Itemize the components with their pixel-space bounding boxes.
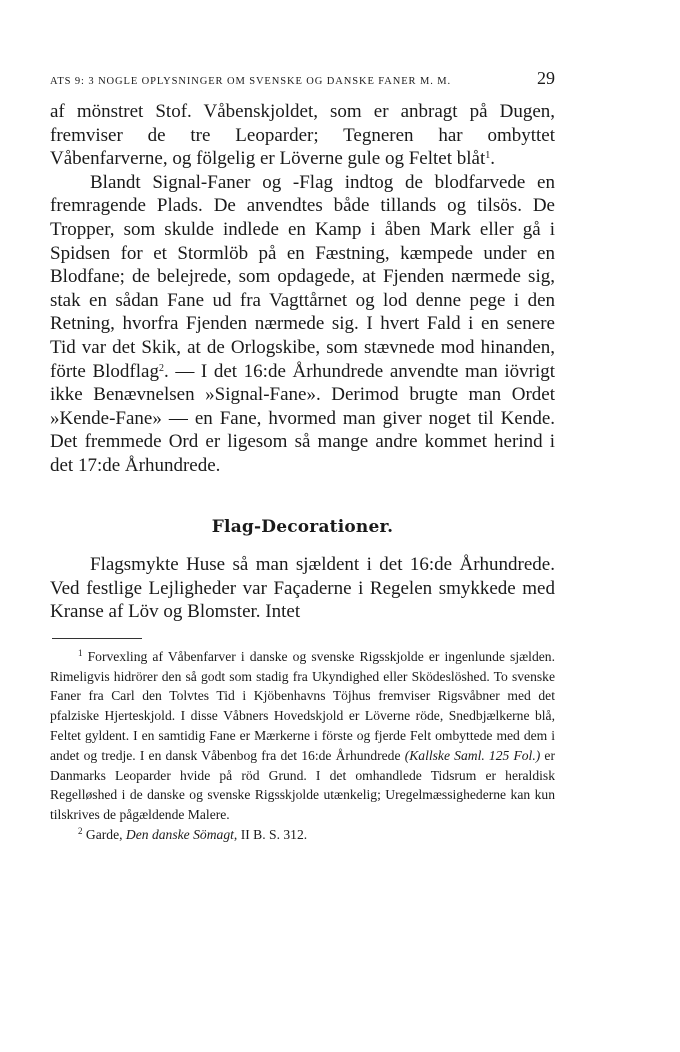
- running-head-title: ATS 9: 3 NOGLE OPLYSNINGER OM SVENSKE OG DANSKE FANER M. M.: [50, 76, 451, 87]
- paragraph-1-end: .: [490, 148, 495, 170]
- footnote-1-citation: (Kallske Saml. 125 Fol.): [404, 747, 541, 763]
- page: [50, 68, 555, 845]
- paragraph-2-text: Blandt Signal-Faner og -Flag indtog de blodfarvede en fremragende Plads. De anvendtes både tillands og tilsös. De Tropper, som skulde indlede en Kamp i åben Mark eller gå i Spidsen for et Stormlöb på en Fæstning, kæmpede under en Blodfane; de belejrede, som opdagede, at Fjenden nærmede sig, stak en sådan Fane ud fra Vagttårnet og lod denne pege i den Retning, hvorfra Fjenden nærmede sig. I hvert Fald i en senere Tid var det Skik, at de Orlogskibe, som stævnede mod hinanden, förte Blodflag: [50, 171, 555, 382]
- footnote-ref-1: 1: [485, 150, 491, 162]
- footnote-2-ref: , II B. S. 312.: [233, 827, 308, 843]
- footnote-ref-2: 2: [158, 362, 164, 374]
- footnote-2-author: Garde,: [85, 827, 126, 843]
- footnote-2-number: 2: [78, 826, 83, 837]
- page-number: 29: [537, 68, 555, 88]
- footnote-rule: [52, 638, 142, 639]
- footnote-1-text-end: er Danmarks Leoparder hvide på röd Grund. I det omhandlede Tidsrum er heraldisk Regelløshed i de danske og svenske Rigsskjolde utænkelig; Uregelmæssighederne kan kun tilskrives de pågældende Malere.: [50, 747, 555, 823]
- section-heading: Flag-Decorationer.: [211, 516, 394, 537]
- paragraph-2-rest: . — I det 16:de Århundrede anvendte man iövrigt ikke Benævnelsen »Signal-Fane». Derimod brugte man Ordet »Kende-Fane» — en Fane, hvormed man giver noget til Kende. Det fremmede Ord er ligesom så mange andre kommet herind i det 17:de Århundrede.: [50, 360, 555, 476]
- footnote-2: [50, 825, 555, 845]
- paragraph-3: Flagsmykte Huse så man sjældent i det 16:de Århundrede. Ved festlige Lejligheder var Façaderne i Regelen smykkede med Kranse af Löv og Blomster. Intet: [50, 554, 555, 623]
- footnote-2-title: Den danske Sömagt: [125, 827, 234, 843]
- paragraph-2: [50, 171, 555, 478]
- paragraph-1: [50, 100, 555, 171]
- running-head: [50, 68, 555, 90]
- footnote-1-number: 1: [78, 647, 83, 658]
- footnote-1: [50, 647, 555, 825]
- footnote-1-text: Forvexling af Våbenfarver i danske og svenske Rigsskjolde er ingenlunde sjælden. Rimeligvis hidrörer den så godt som stadig fra Ukyndighed eller Sködeslöshed. To svenske Faner fra Carl den Tolvtes Tid i Kjöbenhavns Töjhus fremviser Rigsvåbner med det pfalziske Hjerteskjold. I disse Våbners Hovedskjold er Löverne röde, Snedbjælkerne blå, Feltet gyldent. I en samtidig Fane er Mærkerne i förste og fjerde Felt ombyttede med dem i andet og tredje. I en dansk Våbenbog fra det 16:de Århundrede: [50, 648, 555, 763]
- footnotes: [50, 647, 555, 845]
- body-text: [50, 100, 555, 624]
- paragraph-1-text: af mönstret Stof. Våbenskjoldet, som er anbragt på Dugen, fremviser de tre Leoparder; Tegneren har ombyttet Våbenfarverne, og fölgelig er Löverne gule og Feltet blåt: [50, 101, 555, 170]
